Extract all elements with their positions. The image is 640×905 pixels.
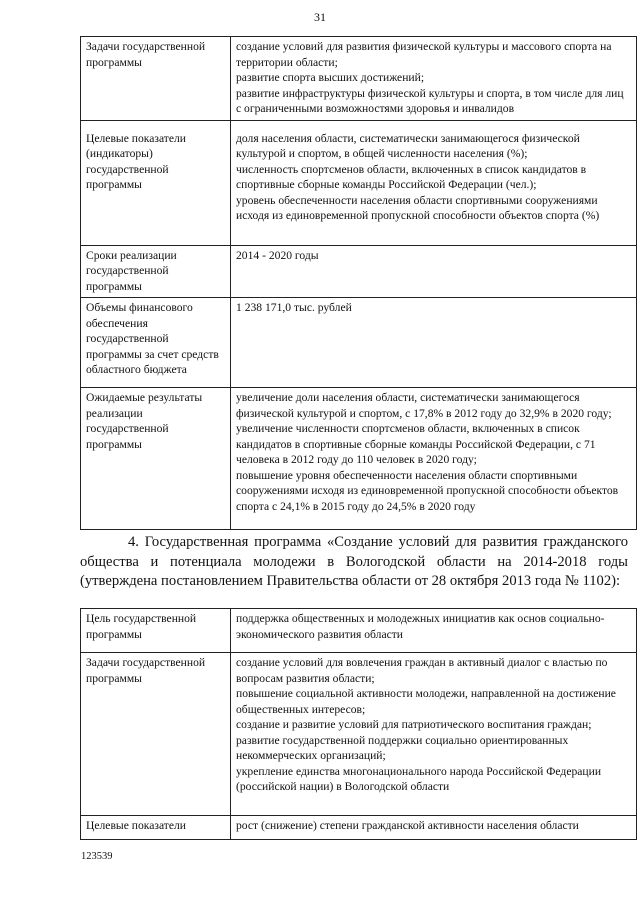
- row-value: [231, 298, 637, 388]
- row-value: [231, 37, 637, 121]
- list-item: поддержка общественных и молодежных инициатив как основ социально-экономического развития области: [236, 612, 605, 641]
- row-label: Задачи государственной программы: [81, 653, 231, 816]
- list-item: численность спортсменов области, включенных в список кандидатов в спортивные сборные команды Российской Федерации (чел.);: [236, 162, 587, 191]
- row-value: [231, 388, 637, 530]
- program-passport-table-2: [80, 608, 637, 840]
- list-item: 2014 - 2020 годы: [236, 248, 319, 262]
- table-row: [81, 653, 637, 816]
- table-row: [81, 37, 637, 121]
- row-value: [231, 653, 637, 816]
- list-item: рост (снижение) степени гражданской активности населения области: [236, 819, 579, 832]
- list-item: увеличение доли населения области, систематически занимающегося физической культурой и спортом, с 17,8% в 2012 году до 32,9% в 2020 году;: [236, 391, 612, 420]
- table-row: [81, 298, 637, 388]
- row-value: [231, 245, 637, 298]
- list-item: создание и развитие условий для патриотического воспитания граждан;: [236, 718, 592, 731]
- list-item: развитие инфраструктуры физической культуры и спорта, в том числе для лиц с ограниченными возможностями здоровья и инвалидов: [236, 86, 624, 115]
- list-item: развитие спорта высших достижений;: [236, 71, 425, 84]
- list-item: доля населения области, систематически занимающегося физической культурой и спортом, в общей численности населения (%);: [236, 131, 580, 160]
- table-row: [81, 245, 637, 298]
- row-label: Цель государственной программы: [81, 609, 231, 653]
- program-passport-table-1: [80, 36, 637, 530]
- row-label: Сроки реализации государственной программы: [81, 245, 231, 298]
- list-item: создание условий для развития физической культуры и массового спорта на территории области;: [236, 40, 612, 69]
- row-label: Объемы финансового обеспечения государственной программы за счет средств областного бюджета: [81, 298, 231, 388]
- footer-code: 123539: [81, 851, 113, 862]
- row-value: [231, 609, 637, 653]
- list-item: укрепление единства многонационального народа Российской Федерации (российской нации) в Вологодской области: [236, 764, 602, 793]
- list-item: развитие государственной поддержки социально ориентированных некоммерческих организаций;: [236, 733, 569, 762]
- row-label: Целевые показатели (индикаторы) государственной программы: [81, 120, 231, 245]
- section-heading: 4. Государственная программа «Создание условий для развития гражданского общества и потенциала молодежи в Вологодской области на 2014-2018 годы (утверждена постановлением Правительства области от 28 октября 2013 года № 1102):: [80, 534, 628, 590]
- list-item: повышение социальной активности молодежи, направленной на достижение общественных интересов;: [236, 687, 616, 716]
- row-label: Целевые показатели: [81, 816, 231, 840]
- row-value: [231, 120, 637, 245]
- table-row: [81, 609, 637, 653]
- table-row: [81, 120, 637, 245]
- page-number: 31: [314, 10, 326, 24]
- list-item: повышение уровня обеспеченности населения области спортивными сооружениями исходя из единовременной пропускной способности объектов спорта с 24,1% в 2015 году до 24,5% в 2020 году: [236, 468, 619, 513]
- list-item: увеличение численности спортсменов области, включенных в список кандидатов в спортивные сборные команды Российской Федерации, с 71 человека в 2012 году до 110 человек в 2020 году;: [236, 422, 596, 466]
- list-item: создание условий для вовлечения граждан в активный диалог с властью по вопросам развития области;: [236, 656, 608, 685]
- table-row: [81, 816, 637, 840]
- row-label: Задачи государственной программы: [81, 37, 231, 121]
- table-row: [81, 388, 637, 530]
- row-value: [231, 816, 637, 840]
- row-label: Ожидаемые результаты реализации государственной программы: [81, 388, 231, 530]
- list-item: 1 238 171,0 тыс. рублей: [236, 301, 352, 314]
- list-item: уровень обеспеченности населения области спортивными сооружениями исходя из единовременной пропускной способности объектов спорта (%): [236, 193, 600, 222]
